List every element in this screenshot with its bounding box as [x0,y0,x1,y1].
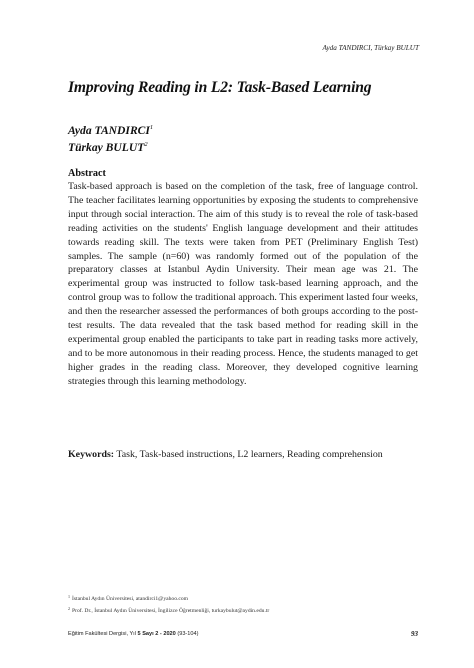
footnote-2-marker: 2 [68,606,70,611]
footer-journal-name: Eğitim Fakültesi Dergisi, Yıl [68,631,138,637]
abstract-heading: Abstract [68,168,106,179]
author-list [68,121,153,155]
footer-journal-citation [68,631,199,637]
author-2-footnote-marker: 2 [144,141,148,148]
paper-title: Improving Reading in L2: Task-Based Learning [68,79,372,96]
keywords-label: Keywords: [68,449,115,460]
running-header: Ayda TANDIRCI, Türkay BULUT [322,44,419,52]
keywords [68,448,418,462]
keywords-text: Task, Task-based instructions, L2 learners, Reading comprehension [116,449,383,460]
author-1 [68,121,153,138]
abstract-section [68,167,418,389]
footnote-2-text: Prof. Dr., İstanbul Aydın Üniversitesi, İngilizce Öğretmenliği, turkaybulut@aydin.edu.tr [72,608,270,614]
footnote-1 [68,592,418,604]
footnote-1-marker: 1 [68,594,70,599]
author-2 [68,138,153,155]
footer-pages: (93-104) [175,631,199,637]
author-1-footnote-marker: 1 [149,124,154,131]
author-2-name: Türkay BULUT [68,141,145,154]
footnote-2 [68,604,418,616]
footnotes [68,592,418,616]
footnote-1-text: İstanbul Aydın Üniversitesi, atandirci1@yahoo.com [72,596,189,602]
footer-year-issue: 5 Sayı 2 - 2020 [137,631,176,637]
abstract-body: Task-based approach is based on the completion of the task, free of language control. The teacher facilitates learning opportunities by exposing the students to comprehensive input through social interaction. The aim of this study is to reveal the role of task-based reading activities on the students' English language development and their attitudes towards reading skill. The texts were taken from PET (Preliminary English Test) samples. The sample (n=60) was randomly formed out of the population of the preparatory classes at Istanbul Aydin University. Their mean age was 21. The experimental group was instructed to follow task-based learning approach, and the control group was to follow the traditional approach. This experiment lasted four weeks, and then the researcher assessed the performances of both groups according to the post-test results. The data revealed that the task based method for reading skill in the experimental group enabled the participants to take part in reading tasks more actively, and to be more autonomous in their reading process. Hence, the students managed to get higher grades in the reading class. Moreover, they developed cognitive learning strategies through this learning methodology. [68,181,418,387]
page-number: 93 [411,630,418,638]
author-1-name: Ayda TANDIRCI [68,124,150,137]
